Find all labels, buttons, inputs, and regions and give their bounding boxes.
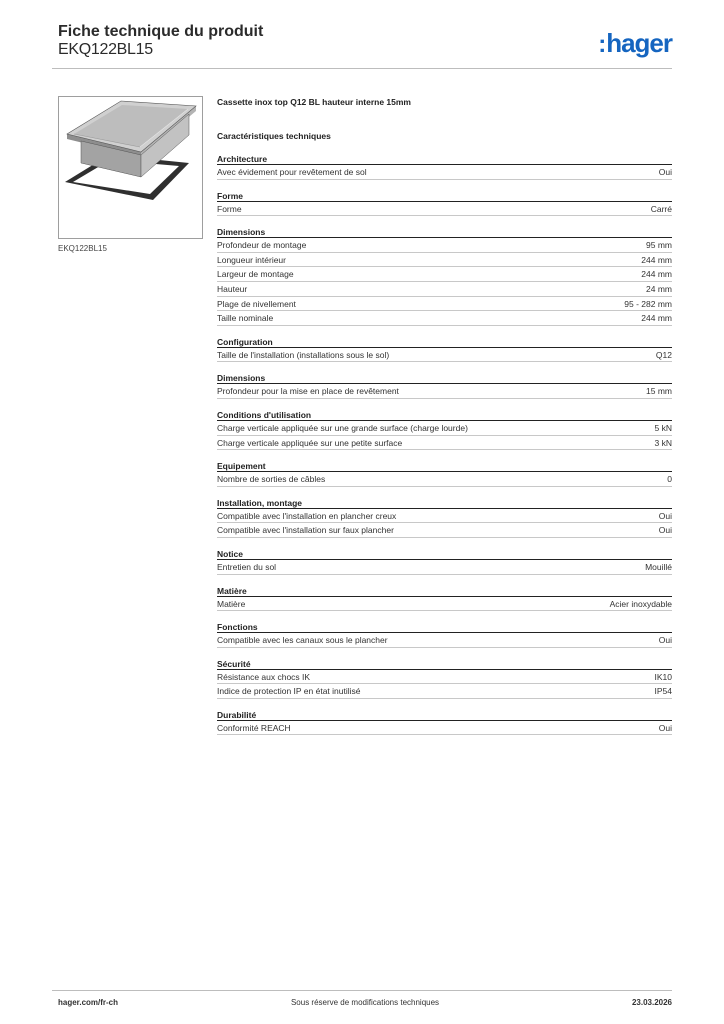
page-title: Fiche technique du produit bbox=[58, 23, 264, 40]
spec-value: Oui bbox=[658, 722, 672, 733]
section-title: Dimensions bbox=[217, 227, 672, 238]
spec-label: Conformité REACH bbox=[217, 722, 291, 733]
spec-section bbox=[217, 410, 672, 450]
spec-label: Forme bbox=[217, 203, 242, 214]
spec-section bbox=[217, 461, 672, 487]
spec-section bbox=[217, 586, 672, 612]
spec-label: Taille de l'installation (installations sous le sol) bbox=[217, 349, 390, 360]
product-reference: EKQ122BL15 bbox=[58, 41, 153, 58]
spec-value: Oui bbox=[658, 635, 672, 646]
spec-row bbox=[217, 311, 672, 326]
spec-label: Profondeur pour la mise en place de revêtement bbox=[217, 386, 399, 397]
spec-section bbox=[217, 191, 672, 217]
spec-value: 244 mm bbox=[641, 269, 672, 280]
spec-row bbox=[217, 253, 672, 268]
spec-label: Hauteur bbox=[217, 283, 248, 294]
image-caption: EKQ122BL15 bbox=[58, 244, 107, 253]
spec-label: Charge verticale appliquée sur une petite surface bbox=[217, 437, 403, 448]
spec-value: 95 - 282 mm bbox=[624, 298, 672, 309]
spec-section bbox=[217, 659, 672, 699]
spec-section bbox=[217, 710, 672, 736]
spec-value: 5 kN bbox=[654, 422, 672, 433]
spec-label: Nombre de sorties de câbles bbox=[217, 474, 326, 485]
spec-section bbox=[217, 227, 672, 326]
spec-label: Charge verticale appliquée sur une grande surface (charge lourde) bbox=[217, 422, 468, 433]
spec-value: Acier inoxydable bbox=[609, 598, 672, 609]
spec-row bbox=[217, 384, 672, 399]
spec-value: 0 bbox=[667, 474, 672, 485]
section-title: Fonctions bbox=[217, 622, 672, 633]
section-title: Equipement bbox=[217, 461, 672, 472]
spec-row bbox=[217, 202, 672, 217]
section-title: Architecture bbox=[217, 154, 672, 165]
spec-label: Résistance aux chocs IK bbox=[217, 671, 311, 682]
product-name: Cassette inox top Q12 BL hauteur interne 15mm bbox=[217, 97, 411, 107]
spec-label: Entretien du sol bbox=[217, 561, 277, 572]
spec-value: 244 mm bbox=[641, 254, 672, 265]
footer-divider bbox=[52, 990, 672, 991]
section-title: Durabilité bbox=[217, 710, 672, 721]
spec-row bbox=[217, 267, 672, 282]
spec-row bbox=[217, 670, 672, 685]
spec-row bbox=[217, 436, 672, 451]
spec-content bbox=[217, 95, 672, 735]
footer-date: 23.03.2026 bbox=[631, 998, 672, 1007]
spec-section bbox=[217, 373, 672, 399]
spec-value: Oui bbox=[658, 167, 672, 177]
spec-value: IP54 bbox=[654, 686, 672, 697]
spec-row bbox=[217, 297, 672, 312]
spec-label: Compatible avec les canaux sous le plancher bbox=[217, 635, 388, 646]
spec-row bbox=[217, 472, 672, 487]
section-title: Dimensions bbox=[217, 373, 672, 384]
section-title: Matière bbox=[217, 586, 672, 597]
spec-label: Compatible avec l'installation en plancher creux bbox=[217, 510, 397, 521]
spec-row bbox=[217, 721, 672, 736]
spec-section bbox=[217, 549, 672, 575]
spec-row bbox=[217, 282, 672, 297]
spec-row bbox=[217, 421, 672, 436]
spec-label: Avec évidement pour revêtement de sol bbox=[217, 167, 367, 177]
spec-section bbox=[217, 498, 672, 538]
tech-specs-title: Caractéristiques techniques bbox=[217, 131, 331, 141]
spec-value: 24 mm bbox=[646, 283, 672, 294]
spec-value: IK10 bbox=[654, 671, 672, 682]
spec-label: Indice de protection IP en état inutilisé bbox=[217, 686, 361, 697]
spec-value: Q12 bbox=[655, 349, 672, 360]
hager-logo: :hager bbox=[598, 28, 672, 58]
product-image bbox=[58, 96, 203, 239]
footer-notice: Sous réserve de modifications techniques bbox=[290, 998, 440, 1007]
section-title: Sécurité bbox=[217, 659, 672, 670]
section-title: Forme bbox=[217, 191, 672, 202]
section-title: Notice bbox=[217, 549, 672, 560]
spec-value: 15 mm bbox=[646, 386, 672, 397]
spec-label: Taille nominale bbox=[217, 313, 274, 324]
section-title: Configuration bbox=[217, 337, 672, 348]
spec-row bbox=[217, 684, 672, 699]
spec-value: 3 kN bbox=[654, 437, 672, 448]
spec-value: Mouillé bbox=[645, 561, 672, 572]
footer-website: hager.com/fr-ch bbox=[58, 998, 119, 1007]
spec-label: Largeur de montage bbox=[217, 269, 294, 280]
spec-label: Profondeur de montage bbox=[217, 240, 307, 251]
page-header bbox=[58, 22, 672, 70]
section-title: Conditions d'utilisation bbox=[217, 410, 672, 421]
spec-label: Plage de nivellement bbox=[217, 298, 296, 309]
spec-section bbox=[217, 154, 672, 180]
spec-value: 244 mm bbox=[641, 313, 672, 324]
header-divider bbox=[52, 68, 672, 69]
spec-value: Oui bbox=[658, 510, 672, 521]
spec-value: Carré bbox=[650, 203, 672, 214]
spec-label: Matière bbox=[217, 598, 246, 609]
spec-row bbox=[217, 509, 672, 524]
spec-section bbox=[217, 622, 672, 648]
spec-label: Longueur intérieur bbox=[217, 254, 286, 265]
section-title: Installation, montage bbox=[217, 498, 672, 509]
spec-row bbox=[217, 633, 672, 648]
spec-sections bbox=[217, 154, 672, 735]
spec-row bbox=[217, 348, 672, 363]
spec-section bbox=[217, 337, 672, 363]
spec-row bbox=[217, 523, 672, 538]
page-footer bbox=[58, 998, 672, 1010]
spec-row bbox=[217, 597, 672, 612]
spec-label: Compatible avec l'installation sur faux plancher bbox=[217, 525, 394, 536]
spec-row bbox=[217, 238, 672, 253]
spec-row bbox=[217, 560, 672, 575]
spec-value: 95 mm bbox=[646, 240, 672, 251]
spec-value: Oui bbox=[658, 525, 672, 536]
spec-row bbox=[217, 165, 672, 180]
